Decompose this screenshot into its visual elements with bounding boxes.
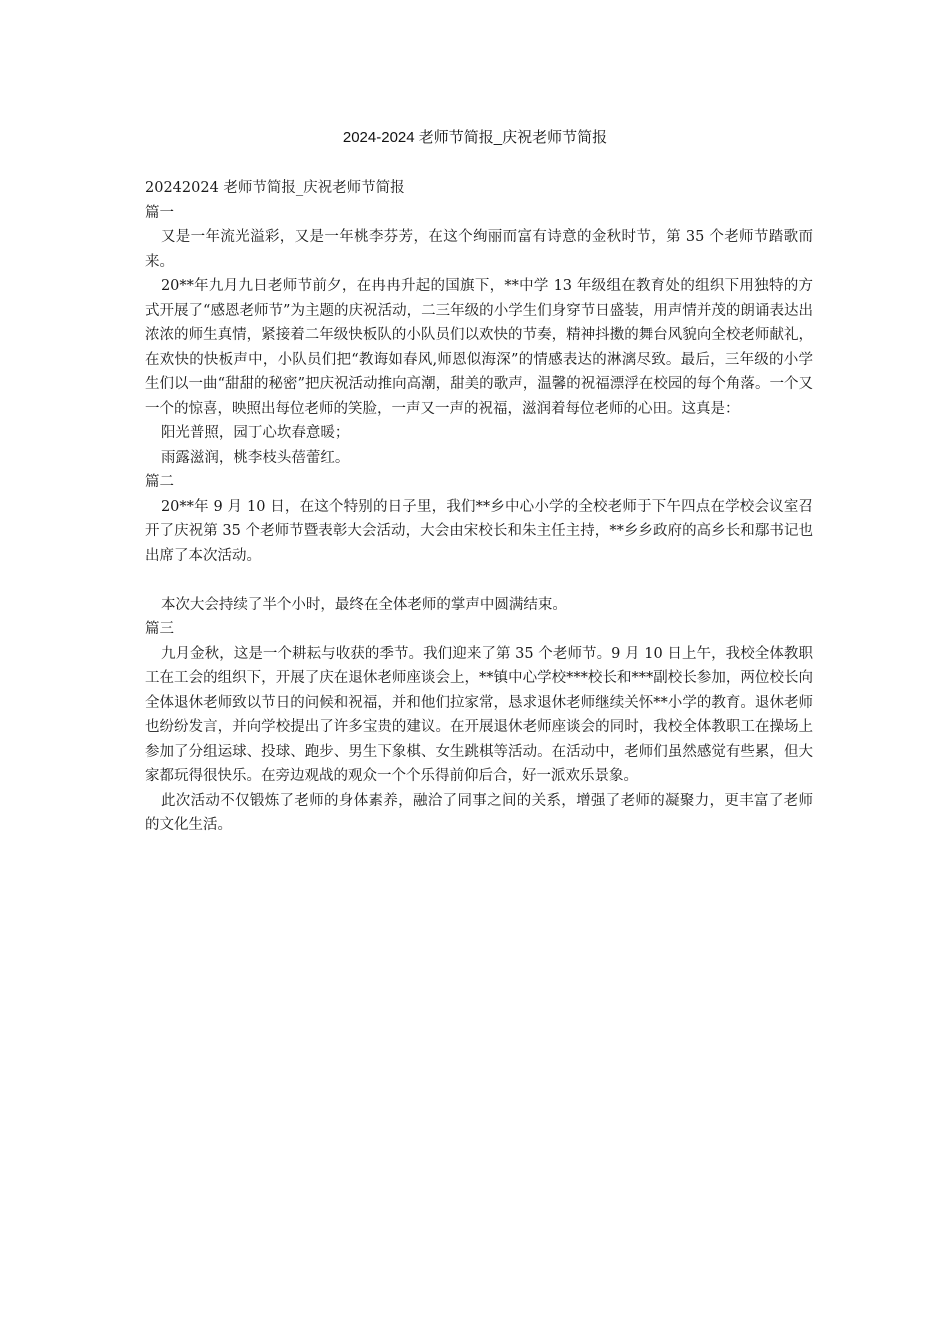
paragraph: 九月金秋，这是一个耕耘与收获的季节。我们迎来了第 35 个老师节。9 月 10 日上午，我校全体教职工在工会的组织下，开展了庆在退休老师座谈会上，**镇中心学校***校长和***副校长参加，两位校长向全体退休老师致以节日的问候和祝福，并和他们拉家常，恳求退休老师继续关怀**小学的教育。退休老师也纷纷发言，并向学校提出了许多宝贵的建议。在开展退休老师座谈会的同时，我校全体教职工在操场上参加了分组运球、投球、跑步、男生下象棋、女生跳棋等活动。在活动中，老师们虽然感觉有些累，但大家都玩得很快乐。在旁边观战的观众一个个乐得前仰后合，好一派欢乐景象。 <box>145 645 813 784</box>
paragraph: 20**年 9 月 10 日，在这个特别的日子里，我们**乡中心小学的全校老师于下午四点在学校会议室召开了庆祝第 35 个老师节暨表彰大会活动，大会由宋校长和朱主任主持，**乡乡政府的高乡长和鄢书记也出席了本次活动。 <box>145 498 813 564</box>
paragraph-spacer <box>145 568 813 593</box>
section-heading: 篇一 <box>145 204 174 221</box>
paragraph: 本次大会持续了半个小时，最终在全体老师的掌声中圆满结束。 <box>160 596 567 613</box>
poem-line: 雨露滋润，桃李枝头蓓蕾红。 <box>160 449 350 466</box>
paragraph: 此次活动不仅锻炼了老师的身体素养，融洽了同事之间的关系，增强了老师的凝聚力，更丰富了老师的文化生活。 <box>145 792 813 833</box>
section-heading: 篇三 <box>145 621 174 637</box>
paragraph: 又是一年流光溢彩，又是一年桃李芬芳，在这个绚丽而富有诗意的金秋时节，第 35 个老师节踏歌而来。 <box>145 229 813 270</box>
paragraph: 20**年九月九日老师节前夕，在冉冉升起的国旗下，**中学 13 年级组在教育处的组织下用独特的方式开展了“感恩老师节”为主题的庆祝活动，二三年级的小学生们身穿节日盛装，用声情并茂的朗诵表达出浓浓的师生真情，紧接着二年级快板队的小队员们以欢快的节奏，精神抖擞的舞台风貌向全校老师献礼，在欢快的快板声中，小队员们把“教诲如春风,师恩似海深”的情感表达的淋漓尽致。最后，三年级的小学生们以一曲“甜甜的秘密”把庆祝活动推向高潮，甜美的歌声，温馨的祝福漂浮在校园的每个角落。一个又一个的惊喜，映照出每位老师的笑脸，一声又一声的祝福，滋润着每位老师的心田。这真是： <box>145 278 813 417</box>
document-subtitle: 20242024 老师节简报_庆祝老师节简报 <box>145 180 405 196</box>
poem-line: 阳光普照，园丁心坎春意暖； <box>160 425 350 441</box>
document-title: 2024-2024 老师节简报_庆祝老师节简报 <box>342 129 608 146</box>
document-body <box>145 176 813 838</box>
section-heading: 篇二 <box>145 474 174 490</box>
